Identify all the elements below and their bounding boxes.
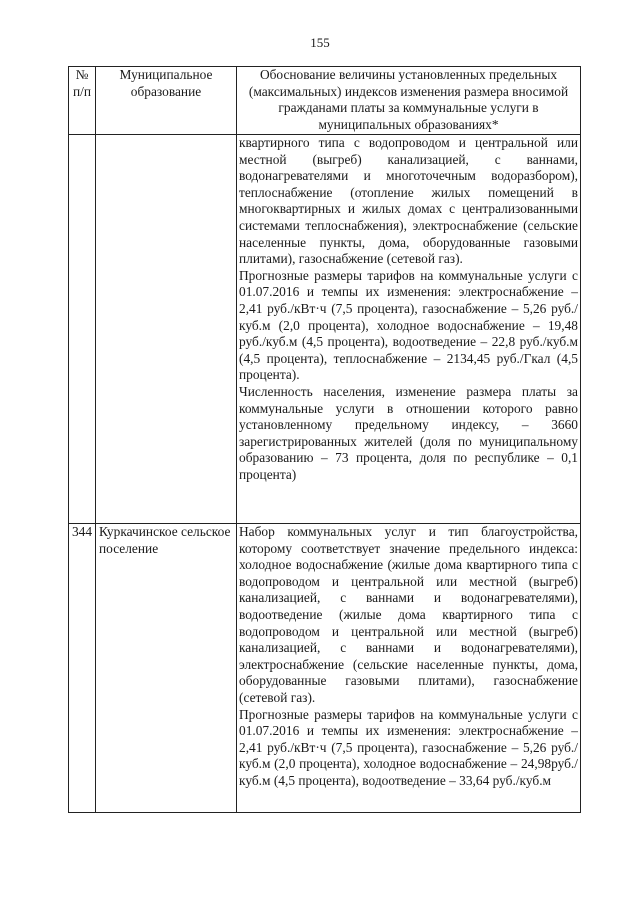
header-municipality: Муниципальное образование <box>96 67 237 135</box>
row-number <box>69 135 96 524</box>
row-municipality <box>96 135 237 524</box>
justification-paragraph: квартирного типа с водопроводом и центральной или местной (выгреб) канализацией, с ваннами, водонагревателями и многоточечным водоразбором), теплоснабжение (отопление жилых помещений в многоквартирных и жилых домах с централизованными системами теплоснабжения), электроснабжение (сельские населенные пункты, дома, оборудованные газовыми плитами), газоснабжение (сетевой газ). <box>239 135 578 267</box>
header-justification: Обоснование величины установленных предельных (максимальных) индексов изменения размера вносимой гражданами платы за коммунальные услуги в муниципальных образованиях* <box>237 67 581 135</box>
table-row <box>69 135 581 524</box>
row-justification <box>237 135 581 524</box>
justification-paragraph: Набор коммунальных услуг и тип благоустройства, которому соответствует значение предельного индекса: холодное водоснабжение (жилые дома квартирного типа с водопроводом и центральной или местной (выгреб) канализацией, с ваннами и водонагревателями), водоотведение (жилые дома квартирного типа с водопроводом и центральной или местной (выгреб) канализацией, с ваннами и водонагревателями), электроснабжение (сельские населенные пункты, дома, оборудованные газовыми плитами), газоснабжение (сетевой газ). <box>239 524 578 705</box>
justification-paragraph: Численность населения, изменение размера платы за коммунальные услуги в отношении которого равно установленному предельному индексу, – 3660 зарегистрированных жителей (доля по муниципальному образованию – 73 процента, доля по республике – 0,1 процента) <box>239 383 578 482</box>
justification-paragraph: Прогнозные размеры тарифов на коммунальные услуги с 01.07.2016 и темпы их изменения: электроснабжение – 2,41 руб./кВт·ч (7,5 процента), газоснабжение – 5,26 руб./куб.м (2,0 процента), холодное водоснабжение – 24,98руб./куб.м (4,5 процента), водоотведение – 33,64 руб./куб.м <box>239 706 578 788</box>
row-justification <box>237 524 581 813</box>
table-header-row <box>69 67 581 135</box>
page-number: 155 <box>310 35 330 50</box>
row-municipality: Куркачинское сельское поселение <box>96 524 237 813</box>
tariff-table <box>68 66 581 813</box>
header-number: № п/п <box>69 67 96 135</box>
table-row <box>69 524 581 813</box>
row-number: 344 <box>69 524 96 813</box>
justification-paragraph: Прогнозные размеры тарифов на коммунальные услуги с 01.07.2016 и темпы их изменения: электроснабжение – 2,41 руб./кВт·ч (7,5 процента), газоснабжение – 5,26 руб./куб.м (2,0 процента), холодное водоснабжение – 19,48 руб./куб.м (4,5 процента), водоотведение – 22,8 руб./куб.м (4,5 процента), теплоснабжение – 2134,45 руб./Гкал (4,5 процента). <box>239 267 578 383</box>
